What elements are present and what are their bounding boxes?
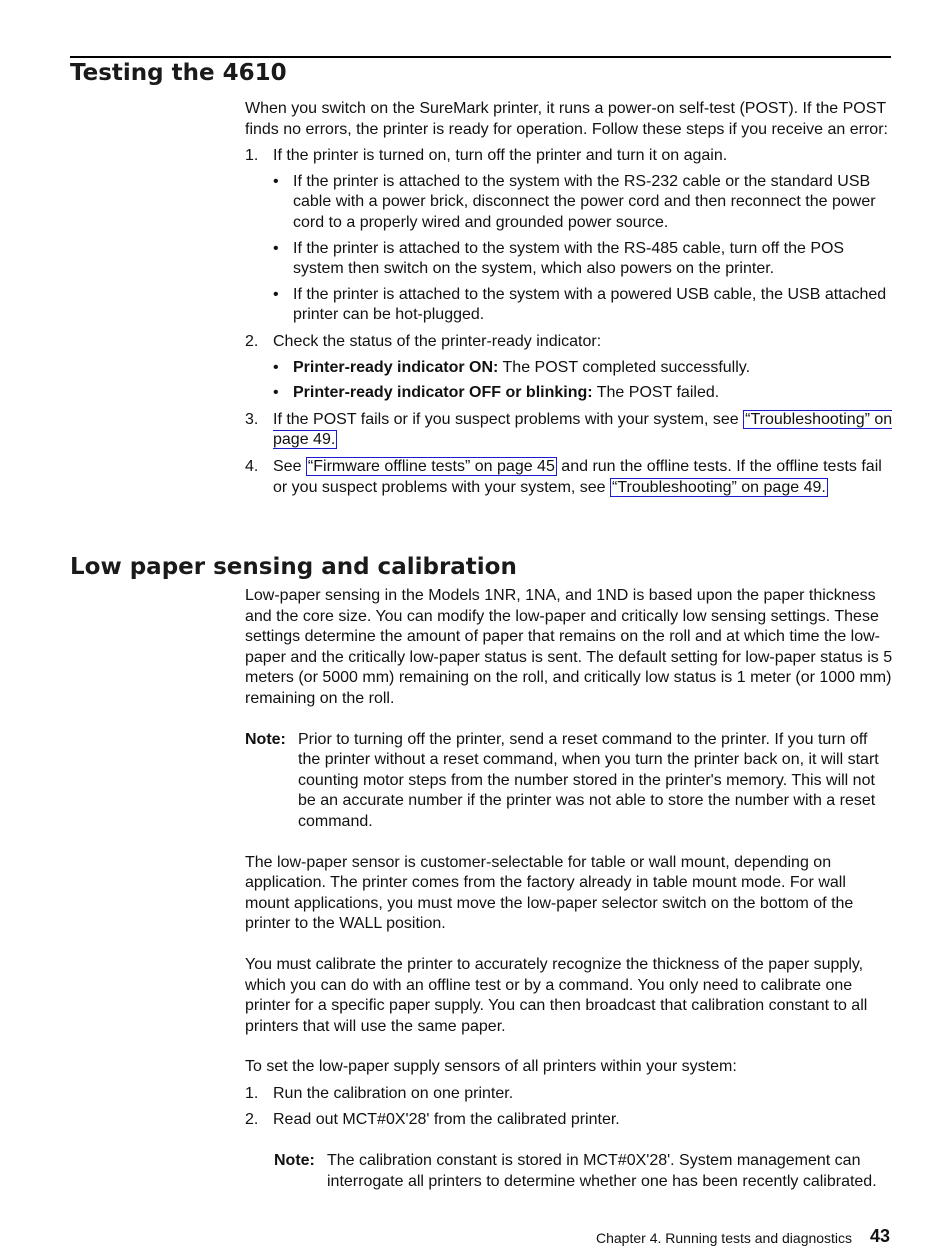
indicator-text: The POST failed. <box>592 384 720 402</box>
bullet-list <box>273 172 893 326</box>
step-text: and run the offline tests. If the offline tests fail or you suspect problems with your system, see <box>273 457 882 496</box>
list-item <box>245 1110 893 1131</box>
body-paragraph: Low-paper sensing in the Models 1NR, 1NA, and 1ND is based upon the paper thickness and the core size. You can modify the low-paper and critically low sensing settings. These settings determine the amount of paper that remains on the roll and at which time the low-paper and the critically low-paper status is sent. The default setting for low-paper status is 5 meters (or 5000 mm) remaining on the roll, and critically low status is 1 meter (or 1000 mm) remaining on the roll. <box>245 587 893 707</box>
bullet-icon: • <box>273 239 279 257</box>
bullet-text: If the printer is attached to the system with the RS-232 cable or the standard USB cable with a power brick, disconnect the power cord and then reconnect the power cord to a properly wired and grounded power source. <box>293 172 876 231</box>
bullet-icon: • <box>273 172 279 190</box>
note-label: Note: <box>274 1152 315 1170</box>
section-title-low-paper: Low paper sensing and calibration <box>70 554 517 580</box>
bullet-list <box>273 358 893 404</box>
note <box>245 730 893 833</box>
troubleshooting-link[interactable]: “Troubleshooting” on page 49. <box>612 478 826 496</box>
header-rule <box>70 56 891 58</box>
indicator-label: Printer-ready indicator OFF or blinking: <box>293 384 593 402</box>
bullet-text: If the printer is attached to the system with a powered USB cable, the USB attached printer can be hot-plugged. <box>293 285 887 324</box>
bullet-text: If the printer is attached to the system with the RS-485 cable, turn off the POS system then switch on the system, which also powers on the printer. <box>293 239 845 278</box>
body-paragraph: You must calibrate the printer to accurately recognize the thickness of the paper supply, which you can do with an offline test or by a command. You only need to calibrate one printer for a specific paper supply. You can then broadcast that calibration constant to all printers that will use the same paper. <box>245 955 868 1035</box>
list-item <box>245 146 893 326</box>
step-number: 2. <box>245 1111 259 1129</box>
section-body-low-paper <box>245 586 893 1192</box>
indicator-text: The POST completed successfully. <box>498 358 751 376</box>
list-item <box>245 332 893 404</box>
list-item <box>273 358 893 379</box>
list-item <box>245 410 893 451</box>
list-item <box>273 239 893 280</box>
steps-list <box>245 146 893 498</box>
step-text: See <box>273 457 306 475</box>
note-text: The calibration constant is stored in MCT#0X'28'. System management can interrogate all printers to determine whether one has been recently calibrated. <box>327 1152 877 1190</box>
troubleshooting-link[interactable]: “Troubleshooting” on page 49. <box>273 410 893 449</box>
chapter-title: Chapter 4. Running tests and diagnostics <box>596 1230 853 1246</box>
bullet-icon: • <box>273 384 279 402</box>
body-paragraph: To set the low-paper supply sensors of all printers within your system: <box>245 1058 737 1076</box>
note <box>274 1151 893 1192</box>
bullet-icon: • <box>273 285 279 303</box>
section-title-testing: Testing the 4610 <box>70 60 287 86</box>
steps-list <box>245 1084 893 1131</box>
note-label: Note: <box>245 730 286 748</box>
section-body-testing <box>245 99 893 498</box>
firmware-tests-link[interactable]: “Firmware offline tests” on page 45 <box>307 457 555 475</box>
indicator-label: Printer-ready indicator ON: <box>293 358 499 376</box>
step-text: Check the status of the printer-ready indicator: <box>273 332 602 350</box>
list-item <box>273 285 893 326</box>
body-paragraph: The low-paper sensor is customer-selectable for table or wall mount, depending on application. The printer comes from the factory already in table mount mode. For wall mount applications, you must move the low-paper selector switch on the bottom of the printer to the WALL position. <box>245 853 854 933</box>
note-text: Prior to turning off the printer, send a reset command to the printer. If you turn off the printer without a reset command, when you turn the printer back on, it will start counting motor steps from the number stored in the printer's memory. This will not be an accurate number if the printer was not able to store the number with a reset command. <box>298 730 879 830</box>
page-number: 43 <box>869 1226 890 1246</box>
bullet-icon: • <box>273 358 279 376</box>
list-item <box>273 383 893 404</box>
list-item <box>273 172 893 234</box>
list-item <box>245 457 893 498</box>
step-text: If the printer is turned on, turn off the printer and turn it on again. <box>273 147 728 165</box>
list-item <box>245 1084 893 1105</box>
step-number: 2. <box>245 332 259 350</box>
step-number: 3. <box>245 410 259 428</box>
step-text: If the POST fails or if you suspect problems with your system, see <box>273 410 744 428</box>
step-number: 1. <box>245 1084 259 1102</box>
step-number: 1. <box>245 147 259 165</box>
step-number: 4. <box>245 457 259 475</box>
step-text: Read out MCT#0X'28' from the calibrated printer. <box>273 1111 620 1129</box>
step-text: Run the calibration on one printer. <box>273 1084 514 1102</box>
intro-paragraph: When you switch on the SureMark printer, it runs a power-on self-test (POST). If the POST finds no errors, the printer is ready for operation. Follow these steps if you receive an error: <box>245 100 888 138</box>
